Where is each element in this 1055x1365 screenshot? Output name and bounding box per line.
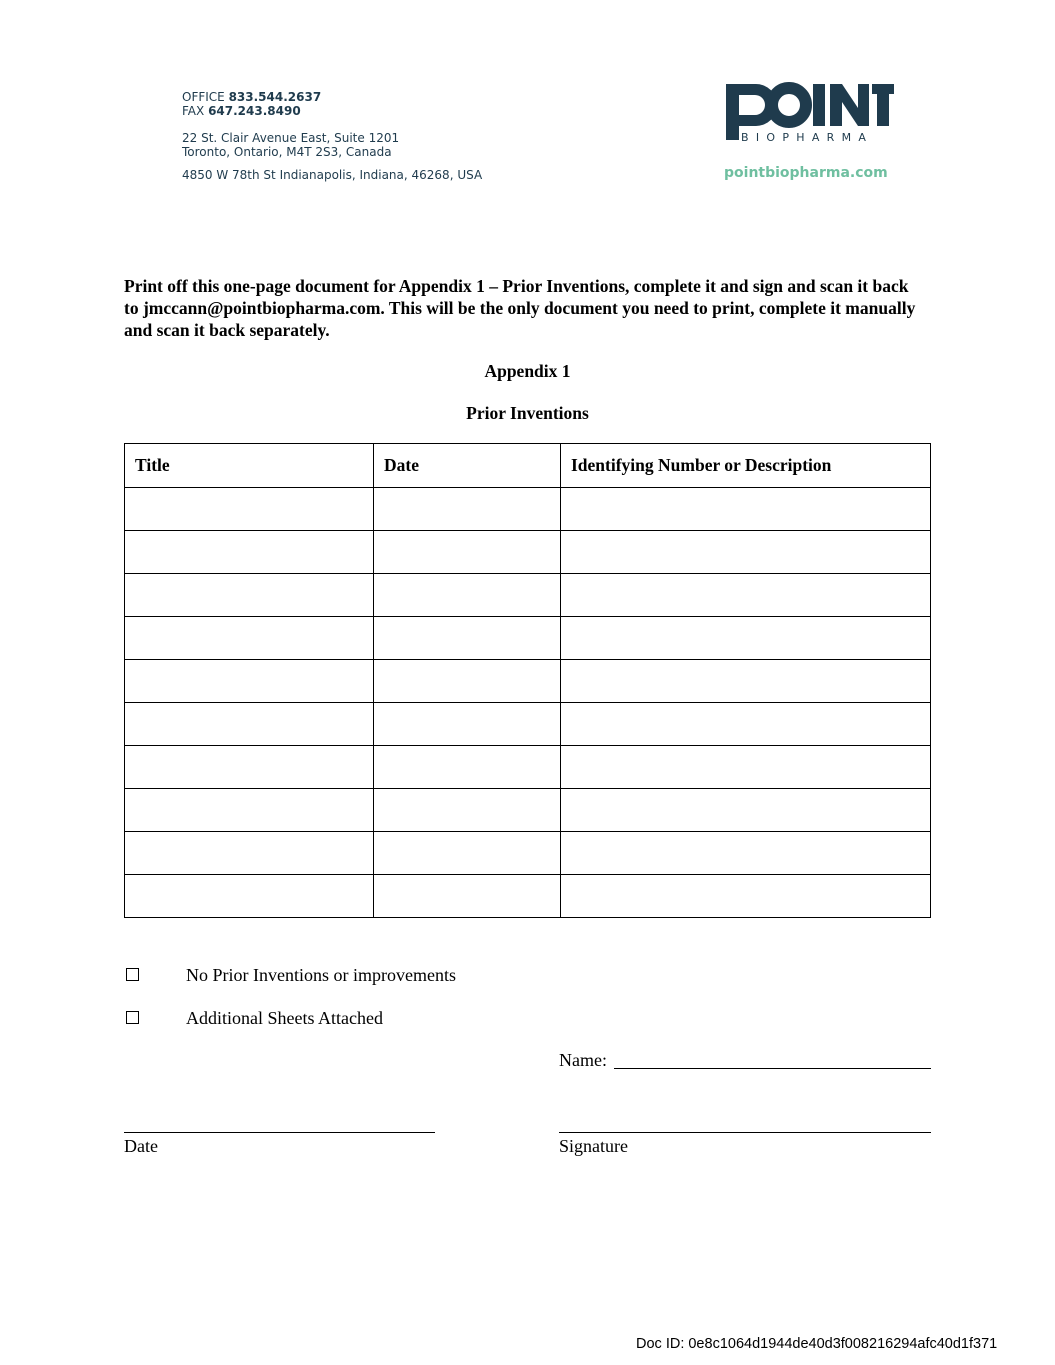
date-cell[interactable]: [374, 488, 561, 531]
additional-sheets-checkbox[interactable]: [126, 1011, 139, 1024]
identifying-number-cell[interactable]: [561, 617, 931, 660]
title-cell[interactable]: [125, 746, 374, 789]
identifying-number-cell[interactable]: [561, 660, 931, 703]
section-title: Prior Inventions: [466, 403, 589, 423]
company-website: pointbiopharma.com: [724, 165, 888, 181]
doc-id: Doc ID: 0e8c1064d1944de40d3f008216294afc40d1f371: [636, 1336, 998, 1352]
date-cell[interactable]: [374, 617, 561, 660]
name-label: Name:: [559, 1050, 607, 1070]
identifying-number-cell[interactable]: [561, 531, 931, 574]
additional-sheets-label: Additional Sheets Attached: [186, 1008, 383, 1028]
title-cell[interactable]: [125, 832, 374, 875]
signature-field-line[interactable]: [559, 1132, 931, 1133]
table-row: [125, 832, 931, 875]
title-cell[interactable]: [125, 488, 374, 531]
table-row: [125, 703, 931, 746]
identifying-number-cell[interactable]: [561, 832, 931, 875]
title-cell[interactable]: [125, 531, 374, 574]
signature-label: Signature: [559, 1136, 628, 1156]
identifying-number-cell[interactable]: [561, 574, 931, 617]
table-header-row: [125, 444, 931, 488]
letterhead-contact: [182, 90, 482, 182]
logo-subword: BIOPHARMA: [741, 131, 874, 144]
table-row: [125, 617, 931, 660]
title-cell[interactable]: [125, 574, 374, 617]
company-logo: [722, 80, 897, 150]
date-cell[interactable]: [374, 832, 561, 875]
date-cell[interactable]: [374, 789, 561, 832]
table-row: [125, 531, 931, 574]
identifying-number-cell[interactable]: [561, 703, 931, 746]
identifying-number-cell[interactable]: [561, 875, 931, 918]
date-cell[interactable]: [374, 703, 561, 746]
title-cell[interactable]: [125, 617, 374, 660]
no-prior-inventions-checkbox[interactable]: [126, 968, 139, 981]
date-cell[interactable]: [374, 574, 561, 617]
title-cell[interactable]: [125, 875, 374, 918]
address-line-1: 22 St. Clair Avenue East, Suite 1201: [182, 131, 400, 145]
title-cell[interactable]: [125, 789, 374, 832]
table-row: [125, 488, 931, 531]
table-row: [125, 660, 931, 703]
prior-inventions-table: [124, 443, 931, 918]
fax-number: FAX 647.243.8490: [182, 104, 301, 118]
date-cell[interactable]: [374, 531, 561, 574]
address-line-3: 4850 W 78th St Indianapolis, Indiana, 46268, USA: [182, 168, 483, 182]
no-prior-inventions-label: No Prior Inventions or improvements: [186, 965, 456, 985]
title-cell[interactable]: [125, 660, 374, 703]
address-line-2: Toronto, Ontario, M4T 2S3, Canada: [182, 145, 392, 159]
date-cell[interactable]: [374, 660, 561, 703]
identifying-number-cell[interactable]: [561, 789, 931, 832]
office-phone: OFFICE 833.544.2637: [182, 90, 322, 104]
date-label: Date: [124, 1136, 158, 1156]
header-identifying-number: Identifying Number or Description: [561, 444, 931, 488]
identifying-number-cell[interactable]: [561, 746, 931, 789]
table-row: [125, 875, 931, 918]
date-field-line[interactable]: [124, 1132, 435, 1133]
header-date: Date: [374, 444, 561, 488]
table-row: [125, 746, 931, 789]
name-field-line[interactable]: [614, 1068, 931, 1069]
appendix-title: Appendix 1: [484, 361, 571, 381]
instructions-text: Print off this one-page document for Appendix 1 – Prior Inventions, complete it and sign and scan it back to jmccann@pointbiopharma.com. This will be the only document you need to print, complete it manually and scan it back separately.: [124, 276, 916, 340]
identifying-number-cell[interactable]: [561, 488, 931, 531]
date-cell[interactable]: [374, 875, 561, 918]
date-cell[interactable]: [374, 746, 561, 789]
table-row: [125, 789, 931, 832]
header-title: Title: [125, 444, 374, 488]
table-row: [125, 574, 931, 617]
table-body: [125, 488, 931, 918]
point-biopharma-logo-icon: [722, 80, 897, 150]
title-cell[interactable]: [125, 703, 374, 746]
